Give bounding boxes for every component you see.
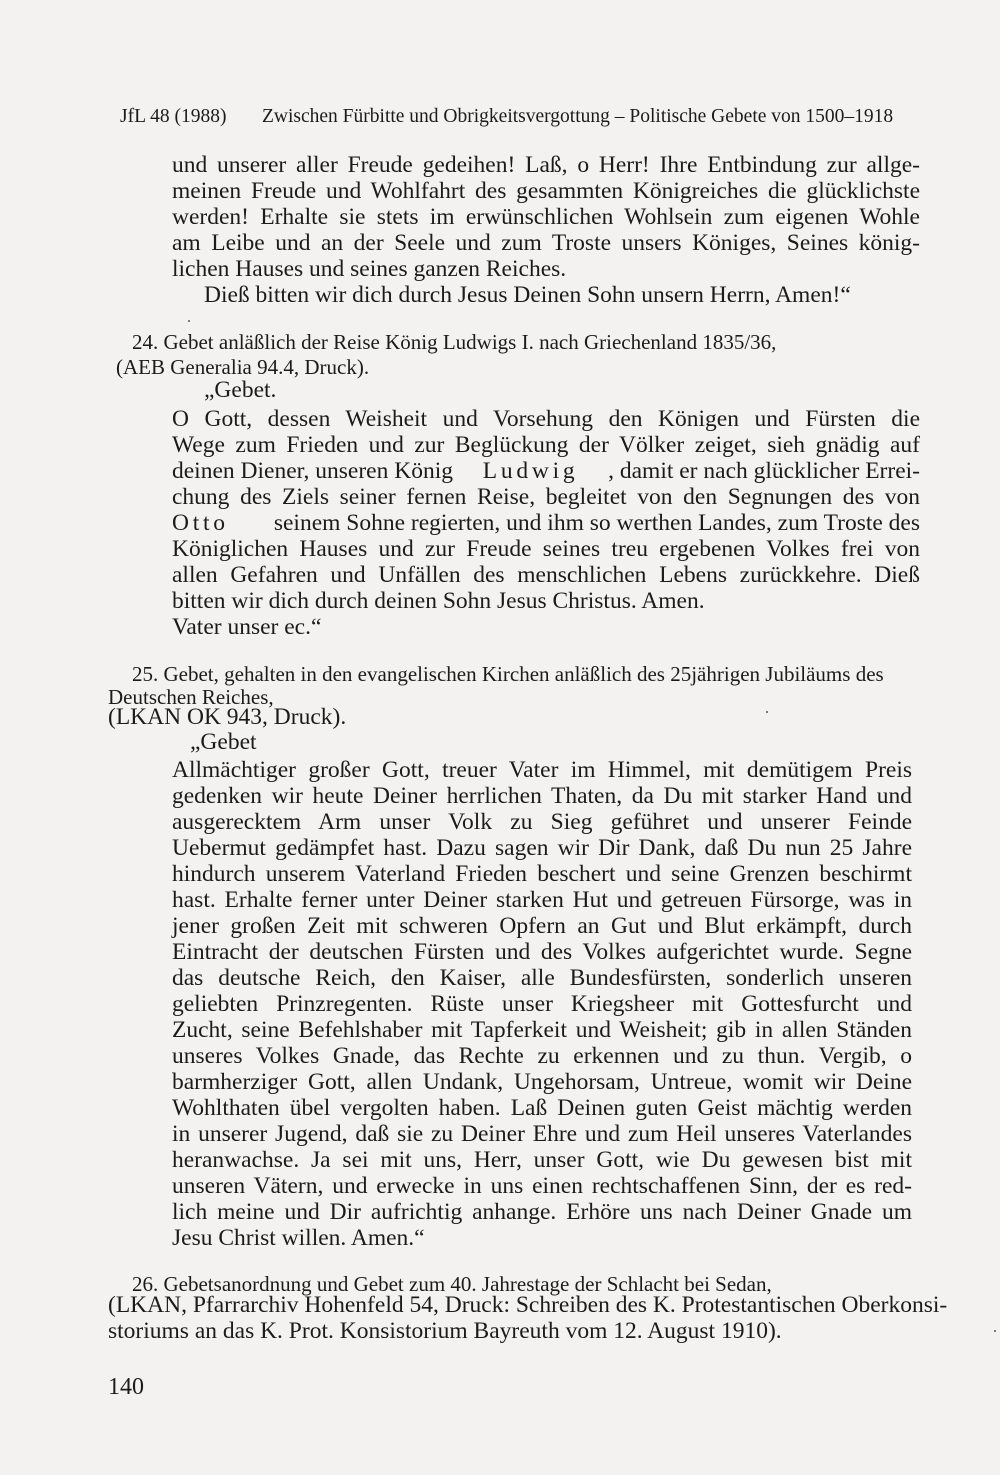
item-25-heading-line-1: 25. Gebet, gehalten in den evangelischen Kirchen anläßlich des 25jährigen Jubiläums des [132, 662, 884, 686]
item-25-line: Allmächtiger großer Gott, treuer Vater im Himmel, mit demütigem Preis [172, 757, 912, 783]
item-24-line-3 [172, 458, 920, 485]
continuation-line-5: lichen Hauses und seines ganzen Reiches. [172, 256, 567, 282]
page-number: 140 [108, 1374, 144, 1400]
item-25-line: Uebermut gedämpfet hast. Dazu sagen wir Dir Dank, daß Du nun 25 Jahre [172, 835, 912, 861]
item-26-heading: 26. Gebetsanordnung und Gebet zum 40. Jahrestage der Schlacht bei Sedan, [132, 1272, 772, 1296]
king-name-ludwig: Ludwig [482, 458, 579, 484]
item-25-line: Zucht, seine Befehlshaber mit Tapferkeit und Weisheit; gib in allen Ständen [172, 1017, 912, 1043]
item-25-line: heranwachse. Ja sei mit uns, Herr, unser Gott, wie Du gewesen bist mit [172, 1147, 912, 1173]
item-25-line: jener großen Zeit mit schweren Opfern an Gut und Blut erkämpft, durch [172, 913, 912, 939]
item-25-line: gedenken wir heute Deiner herrlichen Thaten, da Du mit starker Hand und [172, 783, 912, 809]
item-24-heading: 24. Gebet anläßlich der Reise König Ludwigs I. nach Griechenland 1835/36, [132, 330, 777, 354]
item-26-source-line-2: storiums an das K. Prot. Konsistorium Bayreuth vom 12. August 1910). [108, 1318, 782, 1344]
item-24-line-6: Königlichen Hauses und zur Freude seines treu ergebenen Volkes frei von [172, 536, 920, 562]
item-24-line-8: bitten wir dich durch deinen Sohn Jesus Christus. Amen. [172, 588, 705, 614]
item-24-line-1: O Gott, dessen Weisheit und Vorsehung den Königen und Fürsten die [172, 406, 920, 432]
item-25-source: (LKAN OK 943, Druck). [108, 704, 347, 730]
item-26-source-line-1: (LKAN, Pfarrarchiv Hohenfeld 54, Druck: Schreiben des K. Protestantischen Oberkonsi- [108, 1292, 948, 1318]
running-title: Zwischen Fürbitte und Obrigkeitsvergottung – Politische Gebete von 1500–1918 [262, 106, 894, 127]
continuation-line-3: werden! Erhalte sie stets im erwünschlichen Wohlsein zum eigenen Wohle [172, 204, 920, 230]
item-24-line-5 [172, 510, 920, 537]
king-name-otto: Otto [172, 510, 229, 536]
item-25-line: geliebten Prinzregenten. Rüste unser Kriegsheer mit Gottesfurcht und [172, 991, 912, 1017]
item-25-title: „Gebet [190, 729, 257, 755]
item-25-line: lich meine und Dir aufrichtig anhange. Erhöre uns nach Deiner Gnade um [172, 1199, 912, 1225]
scan-speck [994, 1330, 996, 1332]
item-25-line: hindurch unserem Vaterland Frieden beschert und seine Grenzen beschirmt [172, 861, 912, 887]
item-25-line: in unserer Jugend, daß sie zu Deiner Ehre und zum Heil unseres Vaterlandes [172, 1121, 912, 1147]
continuation-line-1: und unserer aller Freude gedeihen! Laß, o Herr! Ihre Entbindung zur allge- [172, 152, 920, 178]
continuation-closing: Dieß bitten wir dich durch Jesus Deinen Sohn unsern Herrn, Amen!“ [204, 282, 851, 308]
item-25-line: das deutsche Reich, den Kaiser, alle Bundesfürsten, sonderlich unseren [172, 965, 912, 991]
item-24-line-3-start: deinen Diener, unseren König [172, 458, 453, 484]
item-25-line: unseren Vätern, und erwecke in uns einen rechtschaffenen Sinn, der es red- [172, 1173, 912, 1199]
item-24-title: „Gebet. [204, 377, 277, 403]
continuation-line-2: meinen Freude und Wohlfahrt des gesammten Königreiches die glücklichste [172, 178, 920, 204]
item-24-source: (AEB Generalia 94.4, Druck). [116, 355, 370, 379]
item-25-closing: Jesu Christ willen. Amen.“ [172, 1225, 425, 1251]
journal-reference: JfL 48 (1988) [120, 106, 227, 127]
item-25-line: unseres Volkes Gnade, das Rechte zu erkennen und zu thun. Vergib, o [172, 1043, 912, 1069]
item-24-closing: Vater unser ec.“ [172, 614, 322, 640]
item-24-line-4: chung des Ziels seiner fernen Reise, begleitet von den Segnungen des von [172, 484, 920, 510]
scan-speck [766, 711, 768, 713]
item-24-line-2: Wege zum Frieden und zur Beglückung der Völker zeiget, sieh gnädig auf [172, 432, 920, 458]
item-25-line: Eintracht der deutschen Fürsten und des Volkes aufgerichtet wurde. Segne [172, 939, 912, 965]
item-24-line-5-rest: seinem Sohne regierten, und ihm so werthen Landes, zum Troste des [273, 510, 920, 536]
item-25-line: ausgerecktem Arm unser Volk zu Sieg geführet und unserer Feinde [172, 809, 912, 835]
continuation-line-4: am Leibe und an der Seele und zum Troste unsers Königes, Seines könig- [172, 230, 920, 256]
item-25-heading-line-2: Deutschen Reiches, [108, 685, 274, 709]
item-24-line-3-end: , damit er nach glücklicher Errei- [608, 458, 920, 484]
item-25-line: hast. Erhalte ferner unter Deiner starken Hut und getreuen Fürsorge, was in [172, 887, 912, 913]
item-25-line: Wohlthaten übel vergolten haben. Laß Deinen guten Geist mächtig werden [172, 1095, 912, 1121]
item-25-line: barmherziger Gott, allen Undank, Ungehorsam, Untreue, womit wir Deine [172, 1069, 912, 1095]
item-24-line-7: allen Gefahren und Unfällen des menschlichen Lebens zurückkehre. Dieß [172, 562, 920, 588]
scan-speck [188, 320, 190, 322]
